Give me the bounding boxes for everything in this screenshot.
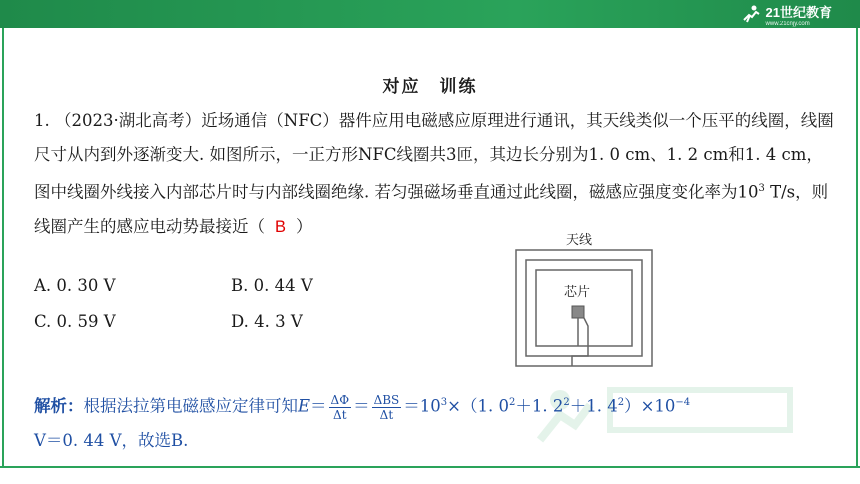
fraction-flux: $\frac{\Delta\Phi}{\Delta t}$	[330, 392, 350, 422]
chip-lead	[572, 318, 588, 366]
analysis-line-1: 解析：根据法拉第电磁感应定律可知E＝ $\frac{\Delta\Phi}{\Delta t}$ ＝ $\frac{\text{ΔBS}}{\Delta t}$ $=10^3\times(1$. $0^2+1$. $2^2+1$. $4^2)\times 10^{-4}$	[34, 392, 691, 422]
option-c: C. 0. 59 V	[34, 312, 116, 331]
nfc-coil-diagram	[514, 230, 654, 370]
question-stem-1: 近场通信（NFC）器件应用电磁感应原理进行通讯，其天线类似一个压平的线圈，线圈尺寸从内到外逐渐变大. 如图所示，一正方形NFC线圈共3匝，其边长分别为1. 0 cm、1. 2 cm和1. 4 cm，图中线圈外线接入内部芯片时与内部线圈绝缘. 若匀强磁场垂直通过此线圈，磁感应强度变化率为10	[34, 111, 834, 202]
option-b: B. 0. 44 V	[231, 276, 313, 295]
question-number: 1.	[34, 111, 50, 130]
logo-text: 21世纪教育	[765, 4, 832, 20]
runner-icon	[740, 4, 762, 24]
fraction-bs: $\frac{\text{ΔBS}}{\Delta t}$	[373, 392, 400, 422]
question-source: （2023·湖北高考）	[55, 111, 202, 130]
question-text	[34, 104, 834, 244]
analysis-block	[34, 382, 834, 454]
analysis-label: 解析：	[34, 396, 84, 416]
bracket-close: ）	[296, 216, 313, 236]
chip-square	[572, 306, 584, 318]
footer-bar	[0, 466, 860, 484]
analysis-line-2: V＝0. 44 V，故选B.	[34, 430, 189, 450]
option-a: A. 0. 30 V	[34, 276, 116, 295]
brand-logo	[740, 3, 832, 25]
header-bar	[0, 0, 860, 28]
logo-url: www.21cnjy.com	[765, 20, 810, 27]
antenna-label: 天线	[566, 233, 593, 248]
option-d: D. 4. 3 V	[231, 312, 303, 331]
question-stem-2: T/s，则线圈产生的感应电动势最接近（	[34, 182, 829, 236]
section-title: 对应 训练	[382, 77, 478, 97]
answer-mark: B	[275, 217, 287, 236]
exponent: 3	[758, 183, 765, 194]
chip-label: 芯片	[564, 285, 591, 300]
